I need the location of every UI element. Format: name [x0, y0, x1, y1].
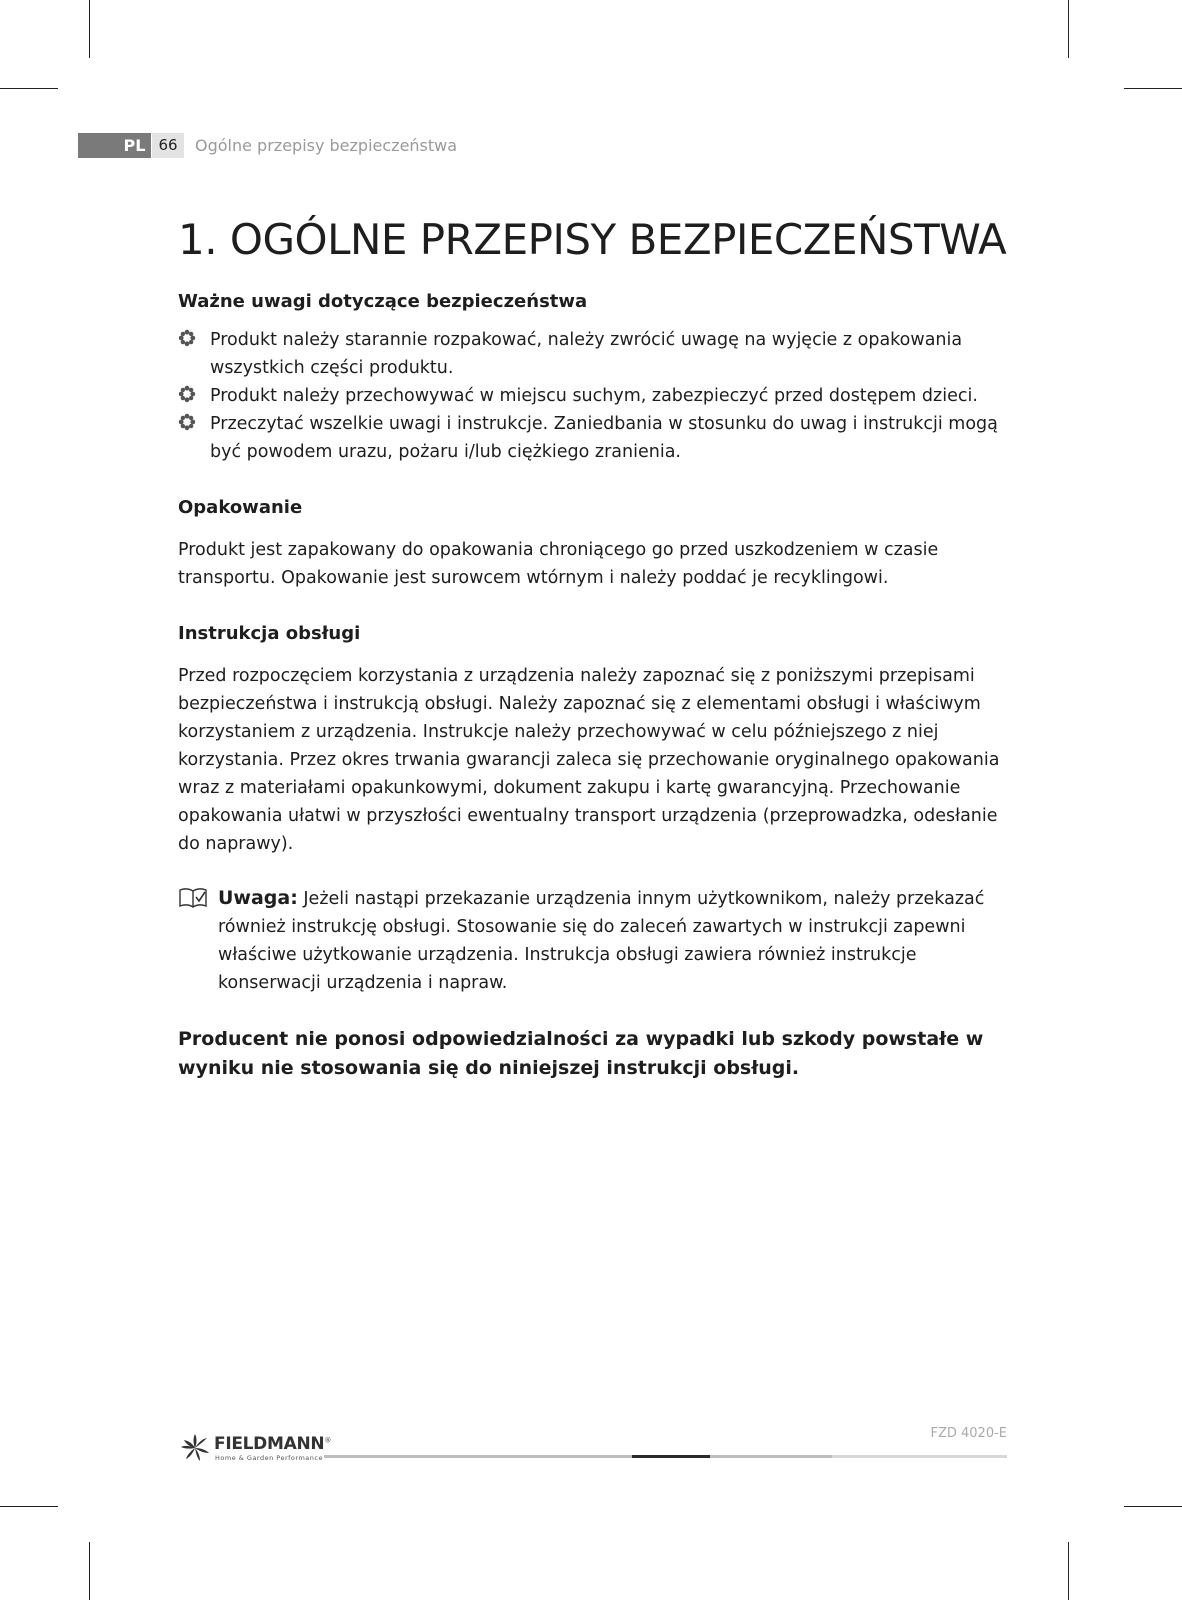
note-block: [178, 884, 1008, 997]
crop-mark: [1068, 0, 1069, 58]
language-code: PL: [123, 136, 146, 155]
crop-mark: [1124, 1506, 1182, 1507]
safety-heading: Ważne uwagi dotyczące bezpieczeństwa: [178, 291, 588, 312]
crop-mark: [89, 0, 90, 58]
list-item: [178, 410, 1008, 466]
list-item: [178, 382, 1008, 410]
brand-tagline: Home & Garden Performance: [215, 1454, 323, 1462]
flower-bullet-icon: [178, 413, 196, 431]
crop-mark: [0, 1506, 58, 1507]
open-book-icon: [178, 887, 208, 909]
list-item-text: Produkt należy przechowywać w miejscu suchym, zabezpieczyć przed dostępem dzieci.: [210, 386, 978, 406]
instructions-heading: Instrukcja obsługi: [178, 623, 361, 644]
model-number: FZD 4020-E: [930, 1426, 1007, 1441]
footer-line: [832, 1455, 1007, 1458]
note-text: Jeżeli nastąpi przekazanie urządzenia innym użytkownikom, należy przekazać również instrukcję obsługi. Stosowanie się do zaleceń zawartych w instrukcji zapewni właściwe użytkowanie urządzenia. Instrukcja obsługi zawiera również instrukcje konserwacji urządzenia i napraw.: [218, 889, 985, 993]
spacer: [178, 648, 1008, 662]
crop-mark: [0, 88, 58, 89]
crop-mark: [89, 1542, 90, 1600]
spacer: [178, 466, 1008, 494]
spacer: [178, 522, 1008, 536]
crop-mark: [1068, 1542, 1069, 1600]
list-item: [178, 326, 1008, 382]
disclaimer: Producent nie ponosi odpowiedzialności za wypadki lub szkody powstałe w wyniku nie stosowania się do niniejszej instrukcji obsługi.: [178, 1028, 984, 1079]
instructions-text: Przed rozpoczęciem korzystania z urządzenia należy zapoznać się z poniższymi przepisami bezpieczeństwa i instrukcją obsługi. Należy zapoznać się z elementami obsługi i właściwym korzystaniem z urządzenia. Instrukcje należy przechowywać w celu późniejszego z niej korzystania. Przez okres trwania gwarancji zaleca się przechowanie oryginalnego opakowania wraz z materiałami opakunkowymi, dokument zakupu i kartę gwarancyjną. Przechowanie opakowania ułatwi w przyszłości ewentualny transport urządzenia (przeprowadzka, odesłanie do naprawy).: [178, 666, 1000, 854]
footer-line: [324, 1455, 632, 1458]
crop-mark: [1124, 88, 1182, 89]
list-item-text: Produkt należy starannie rozpakować, należy zwrócić uwagę na wyjęcie z opakowania wszystkich części produktu.: [210, 330, 963, 378]
flower-bullet-icon: [178, 385, 196, 403]
packaging-heading: Opakowanie: [178, 497, 303, 518]
note-label: Uwaga:: [218, 887, 298, 909]
safety-list: [178, 326, 1008, 466]
footer-line: [632, 1455, 710, 1458]
fieldmann-logo-icon: [178, 1432, 212, 1464]
running-header: Ogólne przepisy bezpieczeństwa: [195, 136, 458, 155]
page-content: [178, 210, 1008, 1083]
note-paragraph: [218, 884, 1008, 997]
page-number: 66: [152, 133, 184, 158]
footer-line: [710, 1455, 832, 1458]
packaging-text: Produkt jest zapakowany do opakowania chroniącego go przed uszkodzeniem w czasie transportu. Opakowanie jest surowcem wtórnym i należy poddać je recyklingowi.: [178, 540, 939, 588]
page-title: 1. OGÓLNE PRZEPISY BEZPIECZEŃSTWA: [178, 215, 1007, 264]
list-item-text: Przeczytać wszelkie uwagi i instrukcje. Zaniedbania w stosunku do uwag i instrukcji mogą być powodem urazu, pożaru i/lub ciężkiego zranienia.: [210, 414, 998, 462]
brand-name: FIELDMANN®: [214, 1434, 332, 1454]
spacer: [178, 592, 1008, 620]
flower-bullet-icon: [178, 329, 196, 347]
brand-logo: [178, 1430, 332, 1464]
